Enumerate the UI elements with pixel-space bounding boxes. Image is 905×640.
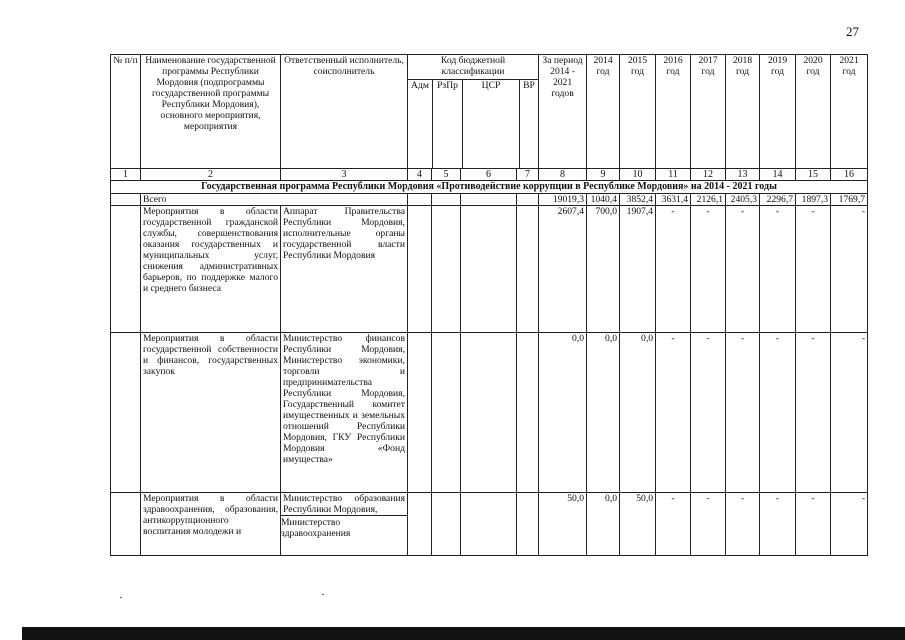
measure-name: Мероприятия в области здравоохранения, образования, антикоррупционного воспитания молодежи и <box>141 493 281 556</box>
value-2014: 0,0 <box>587 333 620 493</box>
value-2020: - <box>796 333 831 493</box>
value-2019: - <box>760 333 796 493</box>
table-row <box>111 493 868 556</box>
header-year-2020: 2020 год <box>796 55 831 169</box>
program-title: Государственная программа Республики Мордовия «Противодействие коррупции в Республике Мордовия» на 2014 - 2021 годы <box>111 181 868 194</box>
col-number: 13 <box>726 169 760 181</box>
col-number: 5 <box>432 169 461 181</box>
header-code-csr: ЦСР <box>463 80 520 168</box>
col-number: 12 <box>691 169 726 181</box>
col-number: 10 <box>620 169 656 181</box>
table-row <box>111 206 868 333</box>
value-2017: - <box>691 333 726 493</box>
value-2014: 0,0 <box>587 493 620 556</box>
column-number-row <box>111 169 868 181</box>
col-number: 7 <box>517 169 539 181</box>
header-code-title: Код бюджетной классификации <box>440 55 506 77</box>
value-2017: - <box>691 493 726 556</box>
col-number: 4 <box>408 169 432 181</box>
value-2017: - <box>691 206 726 333</box>
total-2019: 2296,7 <box>760 194 796 206</box>
total-2021: 1769,7 <box>831 194 868 206</box>
value-2018: - <box>726 493 760 556</box>
header-code-rzpr: РзПр <box>433 80 463 168</box>
total-label: Всего <box>141 194 408 206</box>
header-executor: Ответственный исполнитель, соисполнитель <box>281 55 408 169</box>
header-name: Наименование государственной программы Республики Мордовия (подпрограммы государственной программы Республики Мордовия), основного мероприятия, мероприятия <box>141 55 281 169</box>
header-year-2017: 2017 год <box>691 55 726 169</box>
value-2020: - <box>796 206 831 333</box>
header-code-sub <box>408 79 538 168</box>
value-2019: - <box>760 206 796 333</box>
value-2021: - <box>831 493 868 556</box>
measure-name: Мероприятия в области государственной гражданской службы, совершенствования оказания государственных и муниципальных услуг, снижения административных барьеров, по поддержке малого и среднего бизнеса <box>141 206 281 333</box>
header-year-2016: 2016 год <box>656 55 691 169</box>
value-2020: - <box>796 493 831 556</box>
col-number: 16 <box>831 169 868 181</box>
header-code-vr: ВР <box>523 80 535 91</box>
scan-speck <box>120 597 122 598</box>
value-2016: - <box>656 493 691 556</box>
measure-executor-part: Министерство здравоохранения <box>281 515 407 539</box>
value-2015: 50,0 <box>620 493 656 556</box>
measure-executor <box>281 493 408 556</box>
total-2014: 1040,4 <box>587 194 620 206</box>
value-2018: - <box>726 206 760 333</box>
header-code <box>408 55 539 169</box>
value-2021: - <box>831 206 868 333</box>
col-number: 1 <box>111 169 141 181</box>
total-2018: 2405,3 <box>726 194 760 206</box>
header-num: № п/п <box>111 55 141 169</box>
col-number: 15 <box>796 169 831 181</box>
total-2016: 3631,4 <box>656 194 691 206</box>
value-2016: - <box>656 333 691 493</box>
table-header-row <box>111 55 868 169</box>
col-number: 11 <box>656 169 691 181</box>
header-code-adm: Адм <box>408 80 433 168</box>
scan-edge-bar <box>22 627 905 640</box>
col-number: 2 <box>141 169 281 181</box>
total-period: 19019,3 <box>539 194 587 206</box>
value-2021: - <box>831 333 868 493</box>
measure-executor-part: Министерство образования Республики Мордовия, <box>283 493 405 515</box>
header-year-2014: 2014 год <box>587 55 620 169</box>
value-2018: - <box>726 333 760 493</box>
header-year-2015: 2015 год <box>620 55 656 169</box>
value-2019: - <box>760 493 796 556</box>
header-period: За период 2014 - 2021 годов <box>539 55 587 169</box>
total-2020: 1897,3 <box>796 194 831 206</box>
value-period: 50,0 <box>539 493 587 556</box>
value-period: 2607,4 <box>539 206 587 333</box>
budget-table <box>110 54 868 556</box>
total-2015: 3852,4 <box>620 194 656 206</box>
total-2017: 2126,1 <box>691 194 726 206</box>
page-number: 27 <box>846 24 859 39</box>
value-2015: 0,0 <box>620 333 656 493</box>
header-year-2018: 2018 год <box>726 55 760 169</box>
value-2014: 700,0 <box>587 206 620 333</box>
scan-speck <box>322 594 324 595</box>
program-title-row <box>111 181 868 194</box>
header-year-2021: 2021 год <box>831 55 868 169</box>
measure-executor: Аппарат Правительства Республики Мордовия, исполнительные органы государственной власти Республики Мордовия <box>281 206 408 333</box>
value-2015: 1907,4 <box>620 206 656 333</box>
col-number: 14 <box>760 169 796 181</box>
col-number: 8 <box>539 169 587 181</box>
measure-executor: Министерство финансов Республики Мордовия, Министерство экономики, торговли и предпринимательства Республики Мордовия, Государственный комитет имущественных и земельных отношений Республики Мордовия, ГКУ Республики Мордовия «Фонд имущества» <box>281 333 408 493</box>
col-number: 6 <box>461 169 517 181</box>
total-row <box>111 194 868 206</box>
col-number: 3 <box>281 169 408 181</box>
value-period: 0,0 <box>539 333 587 493</box>
value-2016: - <box>656 206 691 333</box>
measure-name: Мероприятия в области государственной собственности и финансов, государственных закупок <box>141 333 281 493</box>
table-row <box>111 333 868 493</box>
col-number: 9 <box>587 169 620 181</box>
header-year-2019: 2019 год <box>760 55 796 169</box>
